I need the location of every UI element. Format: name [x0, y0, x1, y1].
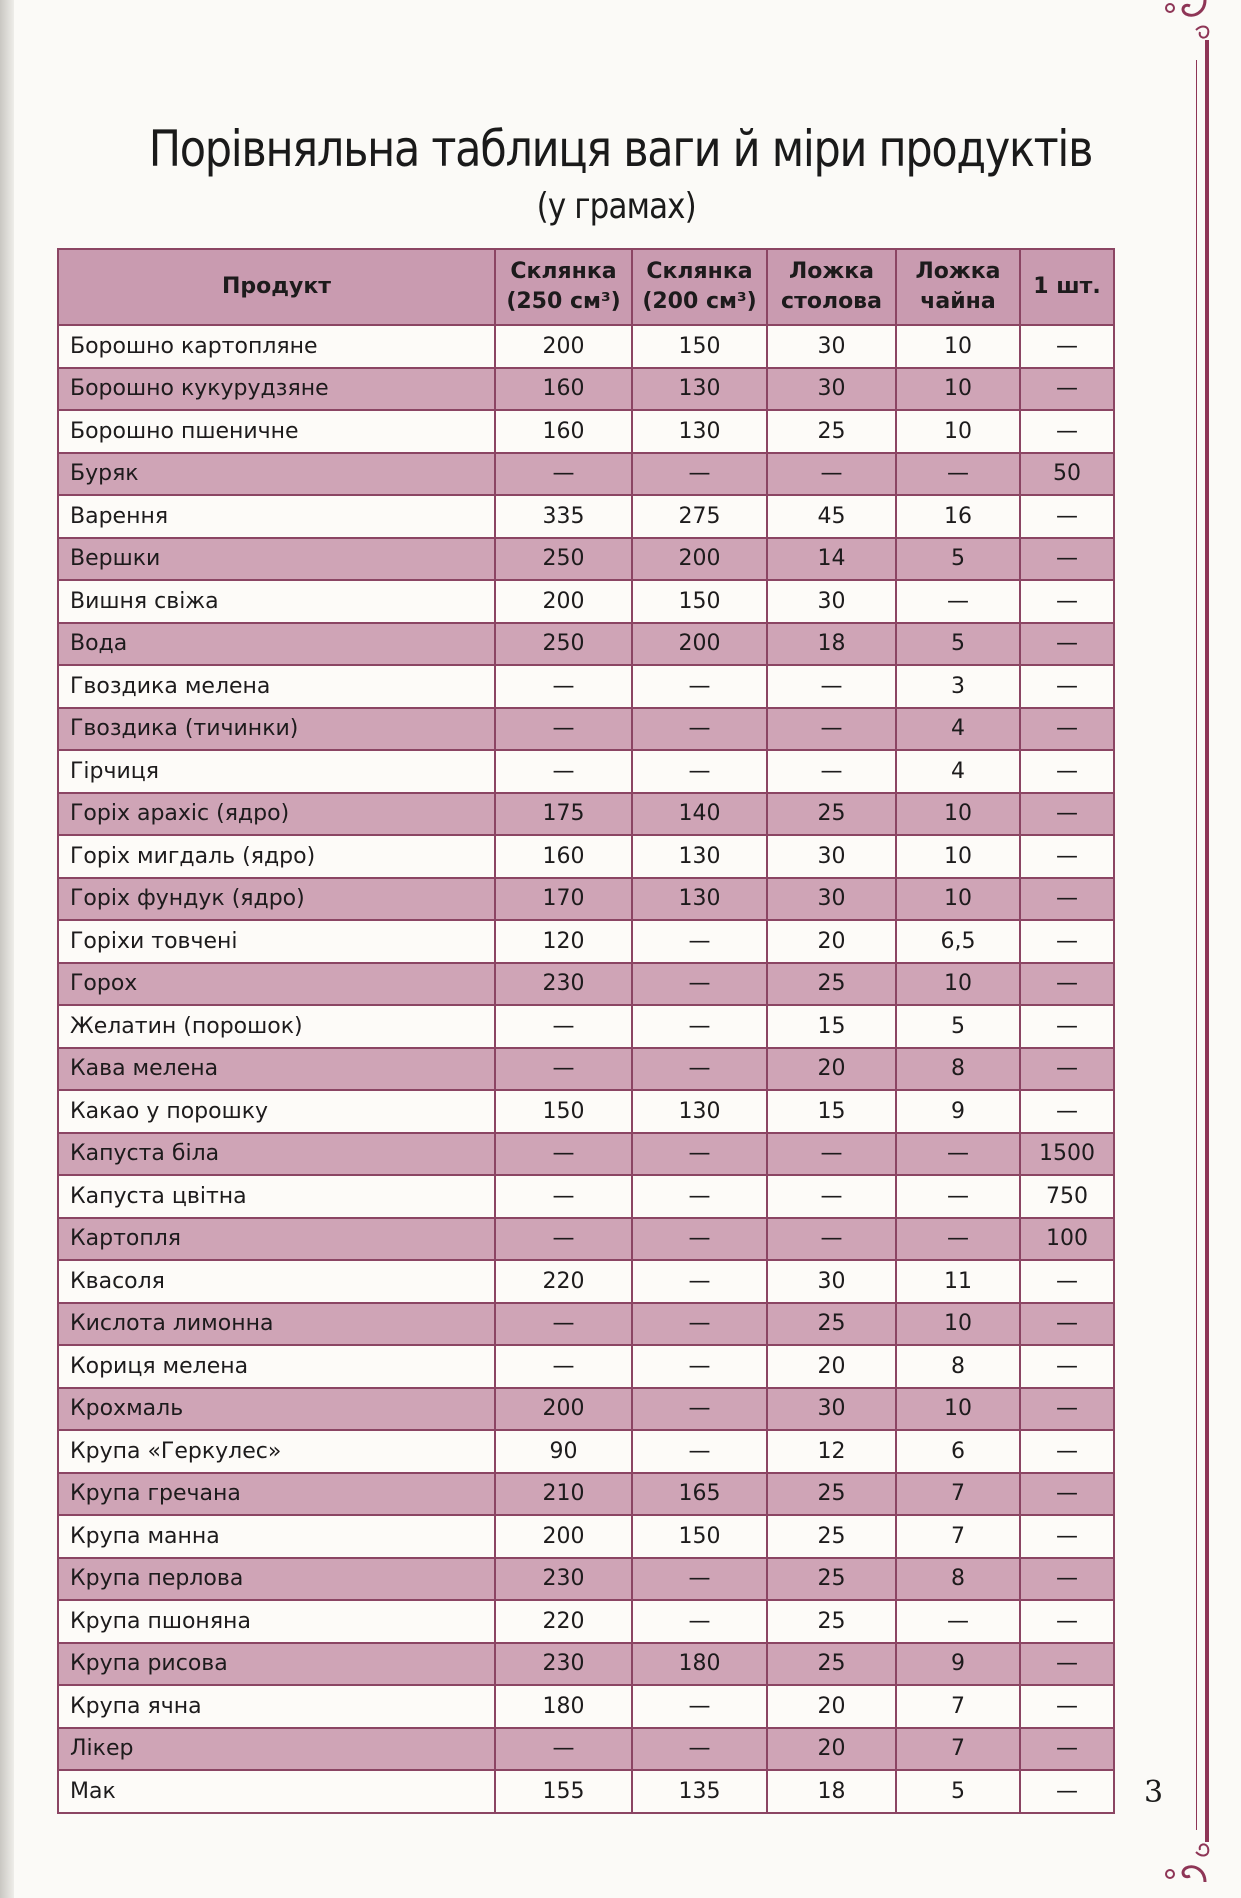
glass-250-value: 150 — [495, 1090, 632, 1133]
glass-250-value: 230 — [495, 1643, 632, 1686]
table-row — [58, 1515, 1114, 1558]
ornament-bottom-icon — [1150, 1812, 1220, 1882]
product-name: Крупа перлова — [58, 1558, 495, 1601]
glass-250-value: 200 — [495, 325, 632, 368]
glass-200-value: 130 — [632, 878, 767, 921]
glass-250-value: — — [495, 1175, 632, 1218]
tablespoon-value: 25 — [767, 1473, 896, 1516]
tablespoon-value: 45 — [767, 495, 896, 538]
glass-200-value: 130 — [632, 835, 767, 878]
piece-value: — — [1020, 1515, 1114, 1558]
table-row — [58, 708, 1114, 751]
glass-250-value: 230 — [495, 963, 632, 1006]
tablespoon-value: 20 — [767, 1345, 896, 1388]
piece-value: — — [1020, 1303, 1114, 1346]
piece-value: — — [1020, 1600, 1114, 1643]
table-row — [58, 1558, 1114, 1601]
teaspoon-value: 10 — [896, 793, 1020, 836]
tablespoon-value: 20 — [767, 1685, 896, 1728]
glass-250-value: 90 — [495, 1430, 632, 1473]
glass-250-value: 170 — [495, 878, 632, 921]
glass-200-value: — — [632, 708, 767, 751]
teaspoon-value: 4 — [896, 750, 1020, 793]
product-name: Горіхи товчені — [58, 920, 495, 963]
glass-200-value: 150 — [632, 1515, 767, 1558]
teaspoon-value: 8 — [896, 1345, 1020, 1388]
tablespoon-value: 18 — [767, 623, 896, 666]
table-row — [58, 368, 1114, 411]
tablespoon-value: 15 — [767, 1005, 896, 1048]
glass-200-value: 165 — [632, 1473, 767, 1516]
piece-value: — — [1020, 1643, 1114, 1686]
table-row — [58, 793, 1114, 836]
tablespoon-value: 30 — [767, 325, 896, 368]
glass-250-value: 220 — [495, 1600, 632, 1643]
table-row — [58, 1345, 1114, 1388]
glass-250-value: 200 — [495, 580, 632, 623]
teaspoon-value: 5 — [896, 538, 1020, 581]
piece-value: — — [1020, 623, 1114, 666]
tablespoon-value: 25 — [767, 1303, 896, 1346]
teaspoon-value: 9 — [896, 1643, 1020, 1686]
piece-value: — — [1020, 750, 1114, 793]
teaspoon-value: 10 — [896, 368, 1020, 411]
table-row — [58, 1175, 1114, 1218]
teaspoon-value: — — [896, 580, 1020, 623]
tablespoon-value: 25 — [767, 963, 896, 1006]
glass-250-value: 180 — [495, 1685, 632, 1728]
glass-200-value: 130 — [632, 1090, 767, 1133]
tablespoon-value: 30 — [767, 878, 896, 921]
glass-200-value: — — [632, 750, 767, 793]
teaspoon-value: 10 — [896, 410, 1020, 453]
product-name: Гірчиця — [58, 750, 495, 793]
header-piece: 1 шт. — [1020, 249, 1114, 325]
product-name: Горіх мигдаль (ядро) — [58, 835, 495, 878]
product-name: Варення — [58, 495, 495, 538]
glass-250-value: — — [495, 453, 632, 496]
piece-value: — — [1020, 1685, 1114, 1728]
glass-250-value: 335 — [495, 495, 632, 538]
weights-table — [57, 248, 1115, 1814]
table-row — [58, 963, 1114, 1006]
table-row — [58, 835, 1114, 878]
tablespoon-value: 18 — [767, 1770, 896, 1813]
tablespoon-value: 30 — [767, 835, 896, 878]
table-row — [58, 1260, 1114, 1303]
glass-200-value: 150 — [632, 325, 767, 368]
teaspoon-value: — — [896, 1600, 1020, 1643]
product-name: Буряк — [58, 453, 495, 496]
table-row — [58, 410, 1114, 453]
product-name: Лікер — [58, 1728, 495, 1771]
glass-250-value: 200 — [495, 1515, 632, 1558]
teaspoon-value: 9 — [896, 1090, 1020, 1133]
table-row — [58, 580, 1114, 623]
teaspoon-value: 10 — [896, 1303, 1020, 1346]
glass-200-value: — — [632, 963, 767, 1006]
piece-value: — — [1020, 1048, 1114, 1091]
tablespoon-value: — — [767, 1133, 896, 1176]
tablespoon-value: 30 — [767, 368, 896, 411]
product-name: Вишня свіжа — [58, 580, 495, 623]
product-name: Какао у порошку — [58, 1090, 495, 1133]
piece-value: 100 — [1020, 1218, 1114, 1261]
product-name: Картопля — [58, 1218, 495, 1261]
product-name: Крупа ячна — [58, 1685, 495, 1728]
glass-250-value: 160 — [495, 835, 632, 878]
product-name: Капуста цвітна — [58, 1175, 495, 1218]
glass-250-value: — — [495, 750, 632, 793]
teaspoon-value: 8 — [896, 1558, 1020, 1601]
teaspoon-value: 5 — [896, 1005, 1020, 1048]
glass-250-value: — — [495, 665, 632, 708]
table-row — [58, 623, 1114, 666]
product-name: Квасоля — [58, 1260, 495, 1303]
frame-line-inner — [1196, 60, 1197, 1830]
teaspoon-value: 8 — [896, 1048, 1020, 1091]
glass-250-value: 160 — [495, 410, 632, 453]
tablespoon-value: 20 — [767, 920, 896, 963]
tablespoon-value: 20 — [767, 1048, 896, 1091]
tablespoon-value: — — [767, 1218, 896, 1261]
glass-250-value: 220 — [495, 1260, 632, 1303]
piece-value: — — [1020, 665, 1114, 708]
glass-200-value: — — [632, 1218, 767, 1261]
tablespoon-value: 25 — [767, 793, 896, 836]
teaspoon-value: 7 — [896, 1728, 1020, 1771]
teaspoon-value: — — [896, 1133, 1020, 1176]
teaspoon-value: 7 — [896, 1515, 1020, 1558]
glass-250-value: 175 — [495, 793, 632, 836]
tablespoon-value: 14 — [767, 538, 896, 581]
page-title: Порівняльна таблиця ваги й міри продуктів — [148, 120, 1093, 178]
piece-value: — — [1020, 495, 1114, 538]
product-name: Капуста біла — [58, 1133, 495, 1176]
piece-value: — — [1020, 793, 1114, 836]
tablespoon-value: 15 — [767, 1090, 896, 1133]
glass-200-value: — — [632, 1600, 767, 1643]
product-name: Горіх фундук (ядро) — [58, 878, 495, 921]
glass-200-value: — — [632, 453, 767, 496]
tablespoon-value: — — [767, 1175, 896, 1218]
piece-value: — — [1020, 920, 1114, 963]
tablespoon-value: 30 — [767, 580, 896, 623]
table-row — [58, 1388, 1114, 1431]
table-row — [58, 1303, 1114, 1346]
glass-200-value: 200 — [632, 623, 767, 666]
product-name: Гвоздика мелена — [58, 665, 495, 708]
page-number: 3 — [1144, 1775, 1164, 1810]
tablespoon-value: 25 — [767, 1643, 896, 1686]
glass-200-value: — — [632, 665, 767, 708]
glass-250-value: 160 — [495, 368, 632, 411]
glass-250-value: — — [495, 1048, 632, 1091]
teaspoon-value: 10 — [896, 1388, 1020, 1431]
table-row — [58, 325, 1114, 368]
table-row — [58, 1048, 1114, 1091]
glass-200-value: — — [632, 1048, 767, 1091]
glass-200-value: 140 — [632, 793, 767, 836]
table-header-row — [58, 249, 1114, 325]
teaspoon-value: 3 — [896, 665, 1020, 708]
glass-200-value: 200 — [632, 538, 767, 581]
glass-200-value: — — [632, 1005, 767, 1048]
table-row — [58, 920, 1114, 963]
teaspoon-value: — — [896, 453, 1020, 496]
glass-200-value: — — [632, 1345, 767, 1388]
glass-250-value: — — [495, 1345, 632, 1388]
table-row — [58, 750, 1114, 793]
tablespoon-value: 25 — [767, 1558, 896, 1601]
glass-200-value: — — [632, 1685, 767, 1728]
teaspoon-value: 7 — [896, 1473, 1020, 1516]
piece-value: — — [1020, 835, 1114, 878]
teaspoon-value: 5 — [896, 1770, 1020, 1813]
teaspoon-value: 16 — [896, 495, 1020, 538]
tablespoon-value: 12 — [767, 1430, 896, 1473]
piece-value: — — [1020, 1770, 1114, 1813]
product-name: Борошно кукурудзяне — [58, 368, 495, 411]
piece-value: 1500 — [1020, 1133, 1114, 1176]
glass-200-value: — — [632, 1175, 767, 1218]
tablespoon-value: 30 — [767, 1260, 896, 1303]
piece-value: — — [1020, 1473, 1114, 1516]
table-row — [58, 1133, 1114, 1176]
table-body — [58, 325, 1114, 1813]
teaspoon-value: — — [896, 1175, 1020, 1218]
tablespoon-value: 25 — [767, 1515, 896, 1558]
glass-250-value: 230 — [495, 1558, 632, 1601]
product-name: Кава мелена — [58, 1048, 495, 1091]
piece-value: — — [1020, 580, 1114, 623]
teaspoon-value: 4 — [896, 708, 1020, 751]
tablespoon-value: — — [767, 453, 896, 496]
piece-value: — — [1020, 1388, 1114, 1431]
piece-value: — — [1020, 368, 1114, 411]
teaspoon-value: 10 — [896, 963, 1020, 1006]
piece-value: — — [1020, 708, 1114, 751]
tablespoon-value: 25 — [767, 1600, 896, 1643]
piece-value: — — [1020, 1345, 1114, 1388]
product-name: Крупа гречана — [58, 1473, 495, 1516]
piece-value: — — [1020, 325, 1114, 368]
tablespoon-value: — — [767, 665, 896, 708]
product-name: Крупа «Геркулес» — [58, 1430, 495, 1473]
teaspoon-value: 10 — [896, 325, 1020, 368]
teaspoon-value: — — [896, 1218, 1020, 1261]
table-row — [58, 1728, 1114, 1771]
header-tablespoon: Ложка столова — [767, 249, 896, 325]
teaspoon-value: 10 — [896, 878, 1020, 921]
header-teaspoon: Ложка чайна — [896, 249, 1020, 325]
glass-250-value: 250 — [495, 538, 632, 581]
glass-250-value: — — [495, 1005, 632, 1048]
header-glass-250: Склянка (250 см³) — [495, 249, 632, 325]
product-name: Крупа пшоняна — [58, 1600, 495, 1643]
glass-200-value: — — [632, 1728, 767, 1771]
glass-250-value: 200 — [495, 1388, 632, 1431]
piece-value: — — [1020, 963, 1114, 1006]
glass-250-value: 155 — [495, 1770, 632, 1813]
piece-value: — — [1020, 1430, 1114, 1473]
header-product: Продукт — [58, 249, 495, 325]
glass-250-value: — — [495, 1303, 632, 1346]
table-row — [58, 1218, 1114, 1261]
product-name: Гвоздика (тичинки) — [58, 708, 495, 751]
table-row — [58, 665, 1114, 708]
table-row — [58, 1005, 1114, 1048]
teaspoon-value: 7 — [896, 1685, 1020, 1728]
table-row — [58, 878, 1114, 921]
tablespoon-value: — — [767, 708, 896, 751]
table-row — [58, 1600, 1114, 1643]
tablespoon-value: — — [767, 750, 896, 793]
product-name: Вершки — [58, 538, 495, 581]
glass-200-value: — — [632, 920, 767, 963]
glass-200-value: 130 — [632, 410, 767, 453]
product-name: Горох — [58, 963, 495, 1006]
table-row — [58, 1685, 1114, 1728]
glass-250-value: — — [495, 1133, 632, 1176]
glass-200-value: — — [632, 1133, 767, 1176]
piece-value: 750 — [1020, 1175, 1114, 1218]
product-name: Борошно пшеничне — [58, 410, 495, 453]
product-name: Горіх арахіс (ядро) — [58, 793, 495, 836]
glass-200-value: — — [632, 1430, 767, 1473]
table-row — [58, 1643, 1114, 1686]
product-name: Вода — [58, 623, 495, 666]
glass-200-value: 150 — [632, 580, 767, 623]
tablespoon-value: 25 — [767, 410, 896, 453]
product-name: Мак — [58, 1770, 495, 1813]
teaspoon-value: 5 — [896, 623, 1020, 666]
piece-value: — — [1020, 1090, 1114, 1133]
glass-250-value: — — [495, 708, 632, 751]
glass-200-value: 130 — [632, 368, 767, 411]
tablespoon-value: 30 — [767, 1388, 896, 1431]
table-row — [58, 1770, 1114, 1813]
product-name: Крохмаль — [58, 1388, 495, 1431]
glass-200-value: — — [632, 1303, 767, 1346]
glass-250-value: — — [495, 1218, 632, 1261]
glass-250-value: 250 — [495, 623, 632, 666]
header-glass-200: Склянка (200 см³) — [632, 249, 767, 325]
table-row — [58, 1473, 1114, 1516]
glass-250-value: — — [495, 1728, 632, 1771]
piece-value: — — [1020, 878, 1114, 921]
piece-value: — — [1020, 538, 1114, 581]
table-row — [58, 1090, 1114, 1133]
product-name: Кислота лимонна — [58, 1303, 495, 1346]
page-edge — [0, 0, 14, 1898]
glass-250-value: 120 — [495, 920, 632, 963]
glass-200-value: 275 — [632, 495, 767, 538]
piece-value: — — [1020, 410, 1114, 453]
glass-200-value: — — [632, 1558, 767, 1601]
glass-200-value: 135 — [632, 1770, 767, 1813]
glass-200-value: 180 — [632, 1643, 767, 1686]
piece-value: — — [1020, 1260, 1114, 1303]
product-name: Крупа манна — [58, 1515, 495, 1558]
table-row — [58, 495, 1114, 538]
tablespoon-value: 20 — [767, 1728, 896, 1771]
glass-250-value: 210 — [495, 1473, 632, 1516]
teaspoon-value: 10 — [896, 835, 1020, 878]
teaspoon-value: 11 — [896, 1260, 1020, 1303]
glass-200-value: — — [632, 1388, 767, 1431]
glass-200-value: — — [632, 1260, 767, 1303]
piece-value: — — [1020, 1728, 1114, 1771]
table-row — [58, 538, 1114, 581]
piece-value: 50 — [1020, 453, 1114, 496]
product-name: Крупа рисова — [58, 1643, 495, 1686]
product-name: Кориця мелена — [58, 1345, 495, 1388]
table-row — [58, 453, 1114, 496]
ornament-top-icon — [1150, 0, 1220, 70]
teaspoon-value: 6 — [896, 1430, 1020, 1473]
teaspoon-value: 6,5 — [896, 920, 1020, 963]
frame-line-outer — [1205, 60, 1209, 1830]
table-row — [58, 1430, 1114, 1473]
piece-value: — — [1020, 1558, 1114, 1601]
piece-value: — — [1020, 1005, 1114, 1048]
product-name: Борошно картопляне — [58, 325, 495, 368]
page-subtitle: (у грамах) — [536, 186, 696, 227]
product-name: Желатин (порошок) — [58, 1005, 495, 1048]
